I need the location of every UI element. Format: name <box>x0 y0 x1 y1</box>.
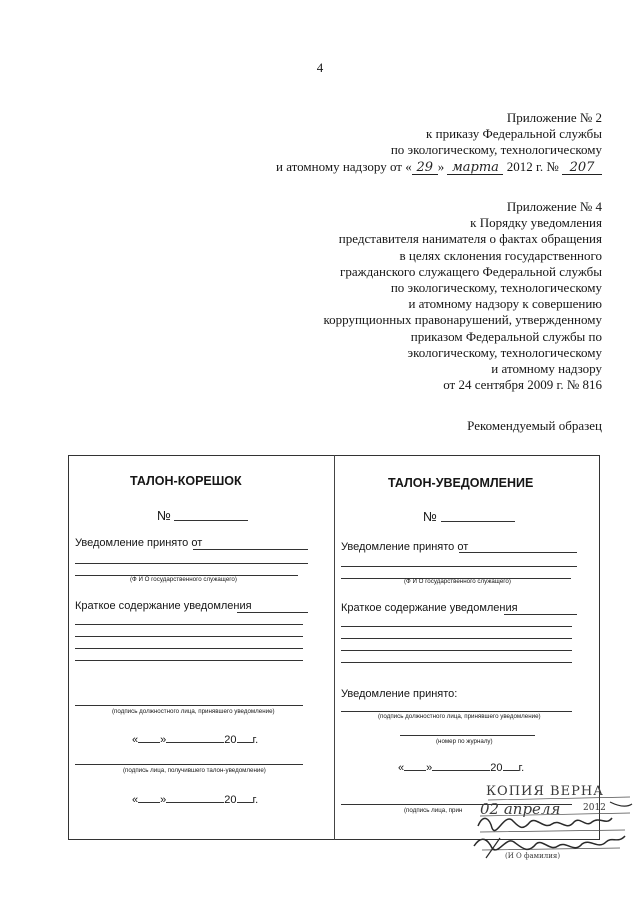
appendix-2-line: Приложение № 2 <box>506 110 602 125</box>
copy-certified-stamp: КОПИЯ ВЕРНА <box>486 784 604 799</box>
notice-signature-line <box>341 711 572 712</box>
form-divider <box>334 455 335 840</box>
stub-date2 <box>132 794 258 806</box>
stamp-date-handwritten: 02 апреля <box>480 800 561 818</box>
notice-date <box>398 762 524 774</box>
notice-summary-line <box>341 638 572 639</box>
stub-title: ТАЛОН-КОРЕШОК <box>130 474 242 488</box>
stub-fio-caption: (Ф И О государственного служащего) <box>130 576 237 583</box>
stamp-fio-caption: (И О фамилия) <box>505 852 561 860</box>
notice-date-close-quote: » <box>426 762 433 774</box>
stub-date2-year: 20 <box>224 794 237 806</box>
notice-fio-line <box>341 566 577 567</box>
appendix-4-line: гражданского служащего Федеральной службы <box>340 263 602 279</box>
appendix-4-line: в целях склонения государственного <box>399 247 602 263</box>
order-date-quote: » <box>437 158 445 174</box>
appendix-4-line: экологическому, технологическому <box>407 344 602 360</box>
appendix-4-line: по экологическому, технологическому <box>390 280 602 296</box>
notice-date-g: г. <box>518 762 525 774</box>
notice-date-year: 20 <box>490 762 503 774</box>
stub-number-field <box>174 520 248 521</box>
notice-accepted-from-label: Уведомление принято от <box>341 541 469 553</box>
stub-signature-line <box>75 705 303 706</box>
notice-number-field <box>441 521 515 522</box>
stub-date1-g: г. <box>252 734 259 746</box>
notice-summary-line <box>341 662 572 663</box>
appendix-4-header <box>323 199 602 393</box>
stub-date1-close-quote: » <box>160 734 167 746</box>
notice-date-open-quote: « <box>398 762 405 774</box>
stub-summary-line <box>75 660 303 661</box>
stub-date2-g: г. <box>252 794 259 806</box>
stub-signature-caption: (подпись должностного лица, принявшего уведомление) <box>112 708 275 715</box>
stub-accepted-from-label: Уведомление принято от <box>75 537 203 549</box>
stub-accepted-from-field <box>193 549 308 550</box>
notice-summary-line <box>341 626 572 627</box>
stub-summary-line <box>75 624 303 625</box>
order-year: 2012 г. № <box>506 158 559 174</box>
appendix-2-header <box>276 110 602 175</box>
appendix-4-line: и атомному надзору <box>491 361 602 377</box>
appendix-4-line: и атомному надзору к совершению <box>408 296 602 312</box>
page-number: 4 <box>316 60 324 75</box>
notice-accepted-from-field <box>459 552 577 553</box>
stub-summary-field <box>237 612 308 613</box>
notice-summary-field <box>504 614 577 615</box>
stub-number-label: № <box>157 508 171 523</box>
notice-journal-caption: (номер по журналу) <box>436 738 493 745</box>
appendix-4-line: представителя нанимателя о фактах обращения <box>338 231 602 247</box>
order-day-handwritten: 29 <box>412 161 438 175</box>
stub-date1 <box>132 734 258 746</box>
notice-fio-caption: (Ф И О государственного служащего) <box>404 578 511 585</box>
appendix-2-line: к приказу Федеральной службы <box>426 126 602 142</box>
handwritten-signature-scribble <box>460 780 635 870</box>
appendix-4-line: коррупционных правонарушений, утвержденному <box>323 312 602 328</box>
stub-summary-line <box>75 636 303 637</box>
notice-journal-line <box>400 735 535 736</box>
stub-summary-line <box>75 648 303 649</box>
stub-date2-open-quote: « <box>132 794 139 806</box>
stub-date2-close-quote: » <box>160 794 167 806</box>
appendix-4-line: Приложение № 4 <box>506 199 602 214</box>
notice-signature-caption: (подпись должностного лица, принявшего уведомление) <box>378 713 541 720</box>
appendix-4-line: от 24 сентября 2009 г. № 816 <box>443 377 602 393</box>
notice-summary-label: Краткое содержание уведомления <box>341 602 518 614</box>
stub-summary-label: Краткое содержание уведомления <box>75 600 252 612</box>
order-number-handwritten: 207 <box>562 161 602 175</box>
appendix-2-line: по экологическому, технологическому <box>390 142 602 158</box>
appendix-2-order-date-line <box>276 159 602 175</box>
sample-label: Рекомендуемый образец <box>467 418 602 433</box>
notice-summary-line <box>341 650 572 651</box>
order-month-handwritten: марта <box>447 161 503 175</box>
stub-date1-year: 20 <box>224 734 237 746</box>
notice-title: ТАЛОН-УВЕДОМЛЕНИЕ <box>388 476 534 490</box>
notice-number-label: № <box>423 509 437 524</box>
appendix-4-line: к Порядку уведомления <box>470 215 602 231</box>
stub-date1-open-quote: « <box>132 734 139 746</box>
stub-recipient-line <box>75 764 303 765</box>
stub-recipient-caption: (подпись лица, получившего талон-уведомление) <box>123 767 266 774</box>
notice-recipient-caption: (подпись лица, прин <box>404 807 463 814</box>
notice-accepted-label: Уведомление принято: <box>341 688 458 700</box>
appendix-4-line: приказом Федеральной службы по <box>410 328 602 344</box>
order-date-prefix: и атомному надзору от « <box>276 158 412 174</box>
stub-fio-line <box>75 563 308 564</box>
stamp-year: 2012 <box>583 803 606 813</box>
